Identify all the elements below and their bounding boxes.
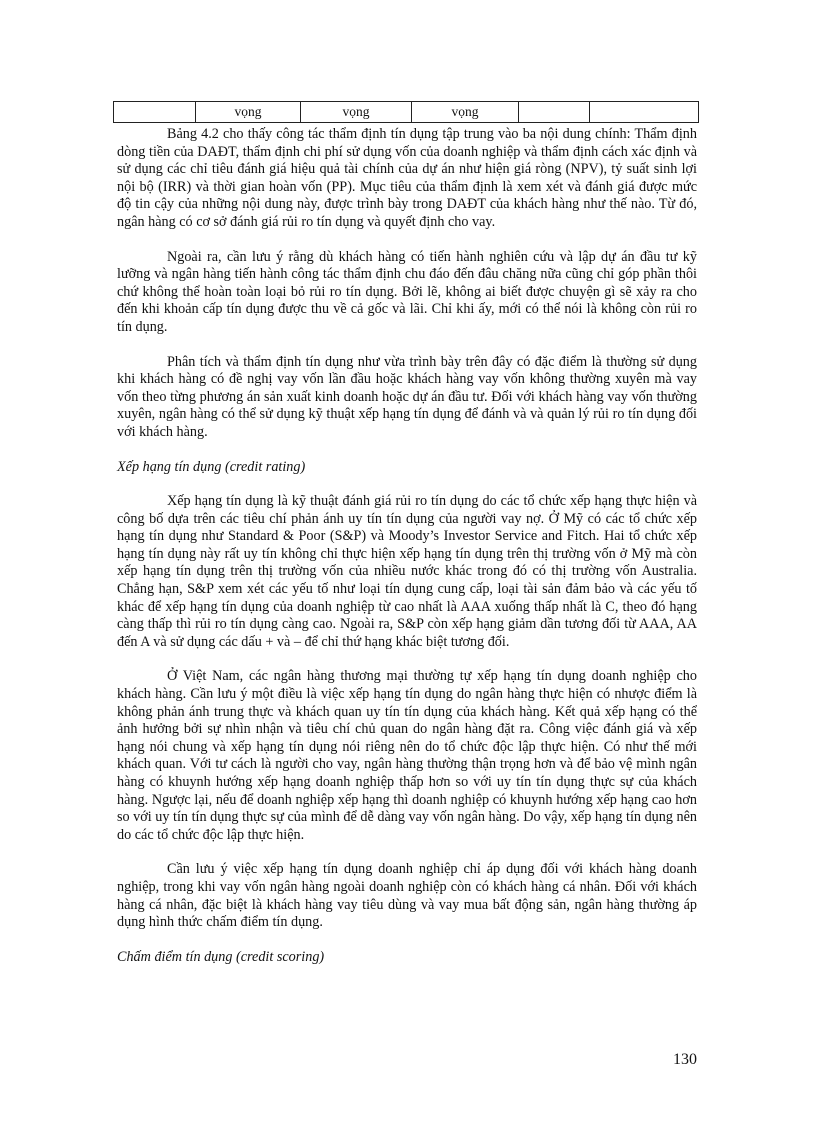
page-number: 130 <box>673 1051 697 1068</box>
table-cell: vọng <box>196 102 301 123</box>
paragraph: Ở Việt Nam, các ngân hàng thương mại thường tự xếp hạng tín dụng doanh nghiệp cho khách hàng. Cần lưu ý một điều là việc xếp hạng tín dụng do ngân hàng thực hiện có nhược điểm là không phản ánh trung thực và khách quan uy tín tín dụng của khách hàng. Kết quả xếp hạng có thể ảnh hưởng bởi sự nhìn nhận và tiêu chí chủ quan do ngân hàng đặt ra. Công việc đánh giá và xếp hạng nói chung và xếp hạng tín dụng nói riêng nên do tổ chức độc lập thực hiện. Có như thế mới khách quan. Với tư cách là người cho vay, ngân hàng thường thận trọng hơn và để bảo vệ mình ngân hàng có khuynh hướng xếp hạng doanh nghiệp thấp hơn so với uy tín tín dụng thực sự của khách hàng. Ngược lại, nếu để doanh nghiệp xếp hạng thì doanh nghiệp có khuynh hướng xếp hạng cao hơn so với uy tín tín dụng thực sự của mình để dễ dàng vay vốn ngân hàng. Do vậy, xếp hạng tín dụng nên do các tổ chức độc lập thực hiện. <box>117 668 697 843</box>
paragraph: Ngoài ra, cần lưu ý rằng dù khách hàng có tiến hành nghiên cứu và lập dự án đầu tư kỹ lưỡng và ngân hàng tiến hành công tác thẩm định chu đáo đến đâu chăng nữa cũng chỉ góp phần thôi chứ không thể hoàn toàn loại bỏ rủi ro tín dụng. Bởi lẽ, không ai biết được chuyện gì sẽ xảy ra cho đến khi khoản cấp tín dụng được thu về cả gốc và lãi. Chỉ khi ấy, mới có thể nói là không còn rủi ro tín dụng. <box>117 248 697 335</box>
table-cell: vọng <box>301 102 412 123</box>
table-cell <box>590 102 699 123</box>
table-cell <box>114 102 196 123</box>
section-heading: Chấm điểm tín dụng (credit scoring) <box>117 948 325 965</box>
table-fragment <box>113 101 699 123</box>
section-heading: Xếp hạng tín dụng (credit rating) <box>117 458 306 475</box>
paragraph: Bảng 4.2 cho thấy công tác thẩm định tín dụng tập trung vào ba nội dung chính: Thẩm định dòng tiền của DAĐT, thẩm định chi phí sử dụng vốn của doanh nghiệp và thẩm định cách xác định và sử dụng các chỉ tiêu đánh giá hiệu quả tài chính của dự án như hiện giá ròng (NPV), tỷ suất sinh lợi nội bộ (IRR) và thời gian hoàn vốn (PP). Mục tiêu của thẩm định là xem xét và đánh giá được mức độ tin cậy của những nội dung này, được trình bày trong DAĐT của khách hàng như thế nào. Từ đó, ngân hàng có cơ sở đánh giá rủi ro tín dụng và quyết định cho vay. <box>117 126 697 230</box>
paragraph: Phân tích và thẩm định tín dụng như vừa trình bày trên đây có đặc điểm là thường sử dụng khi khách hàng có đề nghị vay vốn lần đầu hoặc khách hàng vay vốn không thường xuyên mà vay vốn theo từng phương án sản xuất kinh doanh hoặc dự án đầu tư. Đối với khách hàng vay vốn thường xuyên, ngân hàng có thể sử dụng kỹ thuật xếp hạng tín dụng để đánh và và quản lý rủi ro tín dụng đối với khách hàng. <box>117 353 697 440</box>
paragraph: Cần lưu ý việc xếp hạng tín dụng doanh nghiệp chỉ áp dụng đối với khách hàng doanh nghiệp, trong khi vay vốn ngân hàng ngoài doanh nghiệp còn có khách hàng cá nhân. Đối với khách hàng cá nhân, đặc biệt là khách hàng vay tiêu dùng và vay mua bất động sản, ngân hàng thường áp dụng hình thức chấm điểm tín dụng. <box>117 861 697 931</box>
table-row <box>114 102 699 123</box>
table-cell <box>519 102 590 123</box>
table-cell: vọng <box>412 102 519 123</box>
body-text <box>117 126 697 966</box>
paragraph: Xếp hạng tín dụng là kỹ thuật đánh giá rủi ro tín dụng do các tổ chức xếp hạng thực hiện và công bố dựa trên các tiêu chí phản ánh uy tín tín dụng của người vay nợ. Ở Mỹ có các tổ chức xếp hạng tín dụng như Standard & Poor (S&P) và Moody’s Investor Service and Fitch. Hai tổ chức xếp hạng tín dụng này rất uy tín không chỉ thực hiện xếp hạng tín dụng trên thị trường vốn ở Mỹ mà còn xếp hạng tín dụng trên thị trường vốn của nhiều nước khác trong đó có thị trường vốn Australia. Chẳng hạn, S&P xem xét các yếu tố như loại tín dụng cung cấp, loại tài sản đảm bảo và các yếu tố khác để xếp hạng tín dụng của doanh nghiệp từ cao nhất là AAA xuống thấp nhất là C, theo đó hạng càng thấp thì rủi ro tín dụng càng cao. Ngoài ra, S&P còn xếp hạng giảm dần tương đối từ AAA, AA đến A và sử dụng các dấu + và – để chỉ thứ hạng khác biệt tương đối. <box>117 493 697 650</box>
